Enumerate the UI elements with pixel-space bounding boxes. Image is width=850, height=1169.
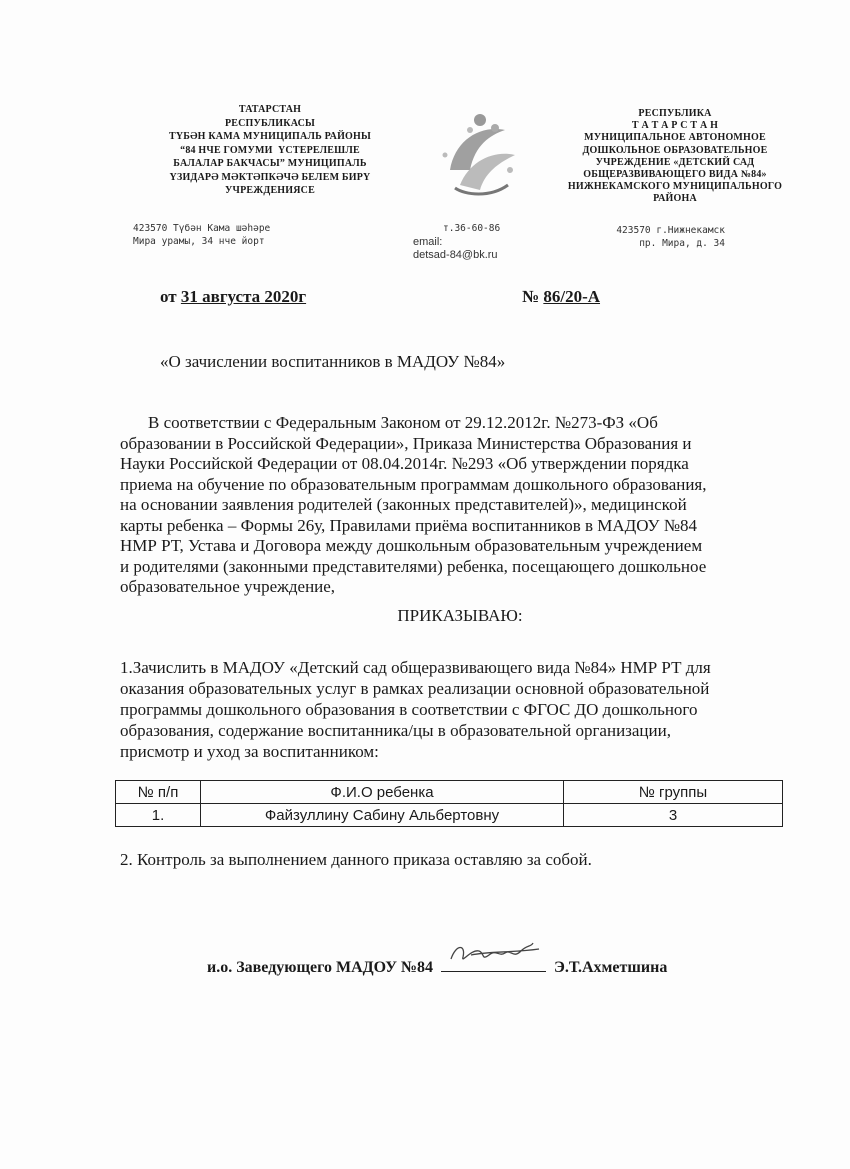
item1-line: 1.Зачислить в МАДОУ «Детский сад общеразвивающего вида №84» НМР РТ для bbox=[120, 658, 711, 677]
address-right bbox=[600, 224, 725, 250]
address-right-line: 423570 г.Нижнекамск bbox=[616, 225, 725, 236]
organization-logo-icon bbox=[420, 100, 530, 210]
header-left-block bbox=[130, 103, 410, 198]
preamble-paragraph bbox=[120, 413, 780, 598]
signature-line bbox=[207, 957, 667, 977]
header-right-line: МУНИЦИПАЛЬНОЕ АВТОНОМНОЕ bbox=[584, 132, 766, 144]
preamble-line: на основании заявления родителей (законных представителей)», медицинской bbox=[120, 495, 687, 514]
phone-number: т.36-60-86 bbox=[443, 223, 501, 234]
address-left-line: Мира урамы, 34 нче йорт bbox=[133, 236, 265, 247]
column-header-name: Ф.И.О ребенка bbox=[201, 781, 564, 804]
signer-name: Э.Т.Ахметшина bbox=[554, 959, 668, 976]
cell-child-name: Файзуллину Сабину Альбертовну bbox=[201, 804, 564, 827]
column-header-number: № п/п bbox=[116, 781, 201, 804]
email-address[interactable]: detsad-84@bk.ru bbox=[413, 249, 498, 261]
order-keyword: ПРИКАЗЫВАЮ: bbox=[397, 606, 523, 625]
preamble-line: В соответствии с Федеральным Законом от 29.12.2012г. №273-ФЗ «Об bbox=[148, 413, 658, 432]
cell-number: 1. bbox=[116, 804, 201, 827]
item1-line: оказания образовательных услуг в рамках реализации основной образовательной bbox=[120, 679, 710, 698]
preamble-line: приема на обучение по образовательным программам дошкольного образования, bbox=[120, 474, 707, 494]
order-item-1 bbox=[120, 657, 785, 762]
order-date-value: 31 августа 2020г bbox=[180, 287, 307, 306]
preamble-line: карты ребенка – Формы 26у, Правилами приёма воспитанников в МАДОУ №84 bbox=[120, 515, 698, 535]
header-left-line: “84 НЧЕ ГОМУМИ ҮСТЕРЕЛЕШЛЕ bbox=[180, 144, 360, 156]
item1-line: программы дошкольного образования в соответствии с ФГОС ДО дошкольного bbox=[120, 700, 698, 719]
header-right-line: РЕСПУБЛИКА bbox=[638, 108, 712, 119]
order-number bbox=[522, 287, 600, 307]
column-header-group: № группы bbox=[564, 781, 783, 804]
header-right-line: НИЖНЕКАМСКОГО МУНИЦИПАЛЬНОГО bbox=[567, 181, 783, 193]
order-number-value: 86/20-А bbox=[543, 287, 601, 306]
header-left-line: УЧРЕЖДЕНИЯСЕ bbox=[225, 185, 315, 196]
order-number-prefix: № bbox=[522, 287, 544, 306]
table-row bbox=[116, 804, 783, 827]
preamble-line: образовательное учреждение, bbox=[120, 577, 336, 596]
header-right-line: УЧРЕЖДЕНИЕ «ДЕТСКИЙ САД bbox=[595, 156, 755, 168]
address-left bbox=[133, 222, 270, 248]
preamble-line: образовании в Российской Федерации», Приказа Министерства Образования и bbox=[120, 433, 692, 453]
header-right-line: Т А Т А Р С Т А Н bbox=[631, 120, 719, 132]
order-subject: «О зачислении воспитанников в МАДОУ №84» bbox=[160, 352, 506, 371]
header-right-line: РАЙОНА bbox=[653, 193, 697, 205]
preamble-line: НМР РТ, Устава и Договора между дошкольным образовательным учреждением bbox=[120, 536, 703, 555]
pupils-table bbox=[115, 780, 783, 827]
header-left-line: ҮЗИДАРӘ МӘКТӘПКӘЧӘ БЕЛЕМ БИРҮ bbox=[169, 171, 371, 183]
order-date-prefix: от bbox=[160, 287, 181, 306]
preamble-line: Науки Российской Федерации от 08.04.2014г. №293 «Об утверждении порядка bbox=[120, 454, 689, 473]
email-label: email: bbox=[413, 235, 443, 248]
address-right-line: пр. Мира, д. 34 bbox=[639, 238, 725, 249]
table-header-row bbox=[116, 781, 783, 804]
header-left-line: ТАТАРСТАН bbox=[238, 104, 302, 115]
header-left-line: БАЛАЛАР БАКЧАСЫ” МУНИЦИПАЛЬ bbox=[173, 158, 367, 169]
order-date bbox=[160, 287, 306, 307]
item1-line: образования, содержание воспитанника/цы в образовательной организации, bbox=[120, 721, 671, 740]
cell-group: 3 bbox=[564, 804, 783, 827]
preamble-line: и родителями (законными представителями) ребенка, посещающего дошкольное bbox=[120, 556, 707, 576]
signer-position: и.о. Заведующего МАДОУ №84 bbox=[207, 959, 434, 976]
contacts bbox=[413, 222, 500, 263]
handwritten-signature-icon bbox=[441, 957, 546, 972]
header-left-line: РЕСПУБЛИКАСЫ bbox=[224, 117, 316, 129]
header-left-line: ТҮБӘН КАМА МУНИЦИПАЛЬ РАЙОНЫ bbox=[168, 131, 372, 142]
order-item-2: 2. Контроль за выполнением данного приказа оставляю за собой. bbox=[120, 850, 592, 869]
header-right-line: ДОШКОЛЬНОЕ ОБРАЗОВАТЕЛЬНОЕ bbox=[582, 144, 768, 156]
header-right-block bbox=[540, 108, 810, 206]
address-left-line: 423570 Түбән Кама шәһәре bbox=[133, 223, 271, 234]
header-right-line: ОБЩЕРАЗВИВАЮЩЕГО ВИДА №84» bbox=[583, 169, 767, 181]
item1-line: присмотр и уход за воспитанником: bbox=[120, 742, 379, 761]
